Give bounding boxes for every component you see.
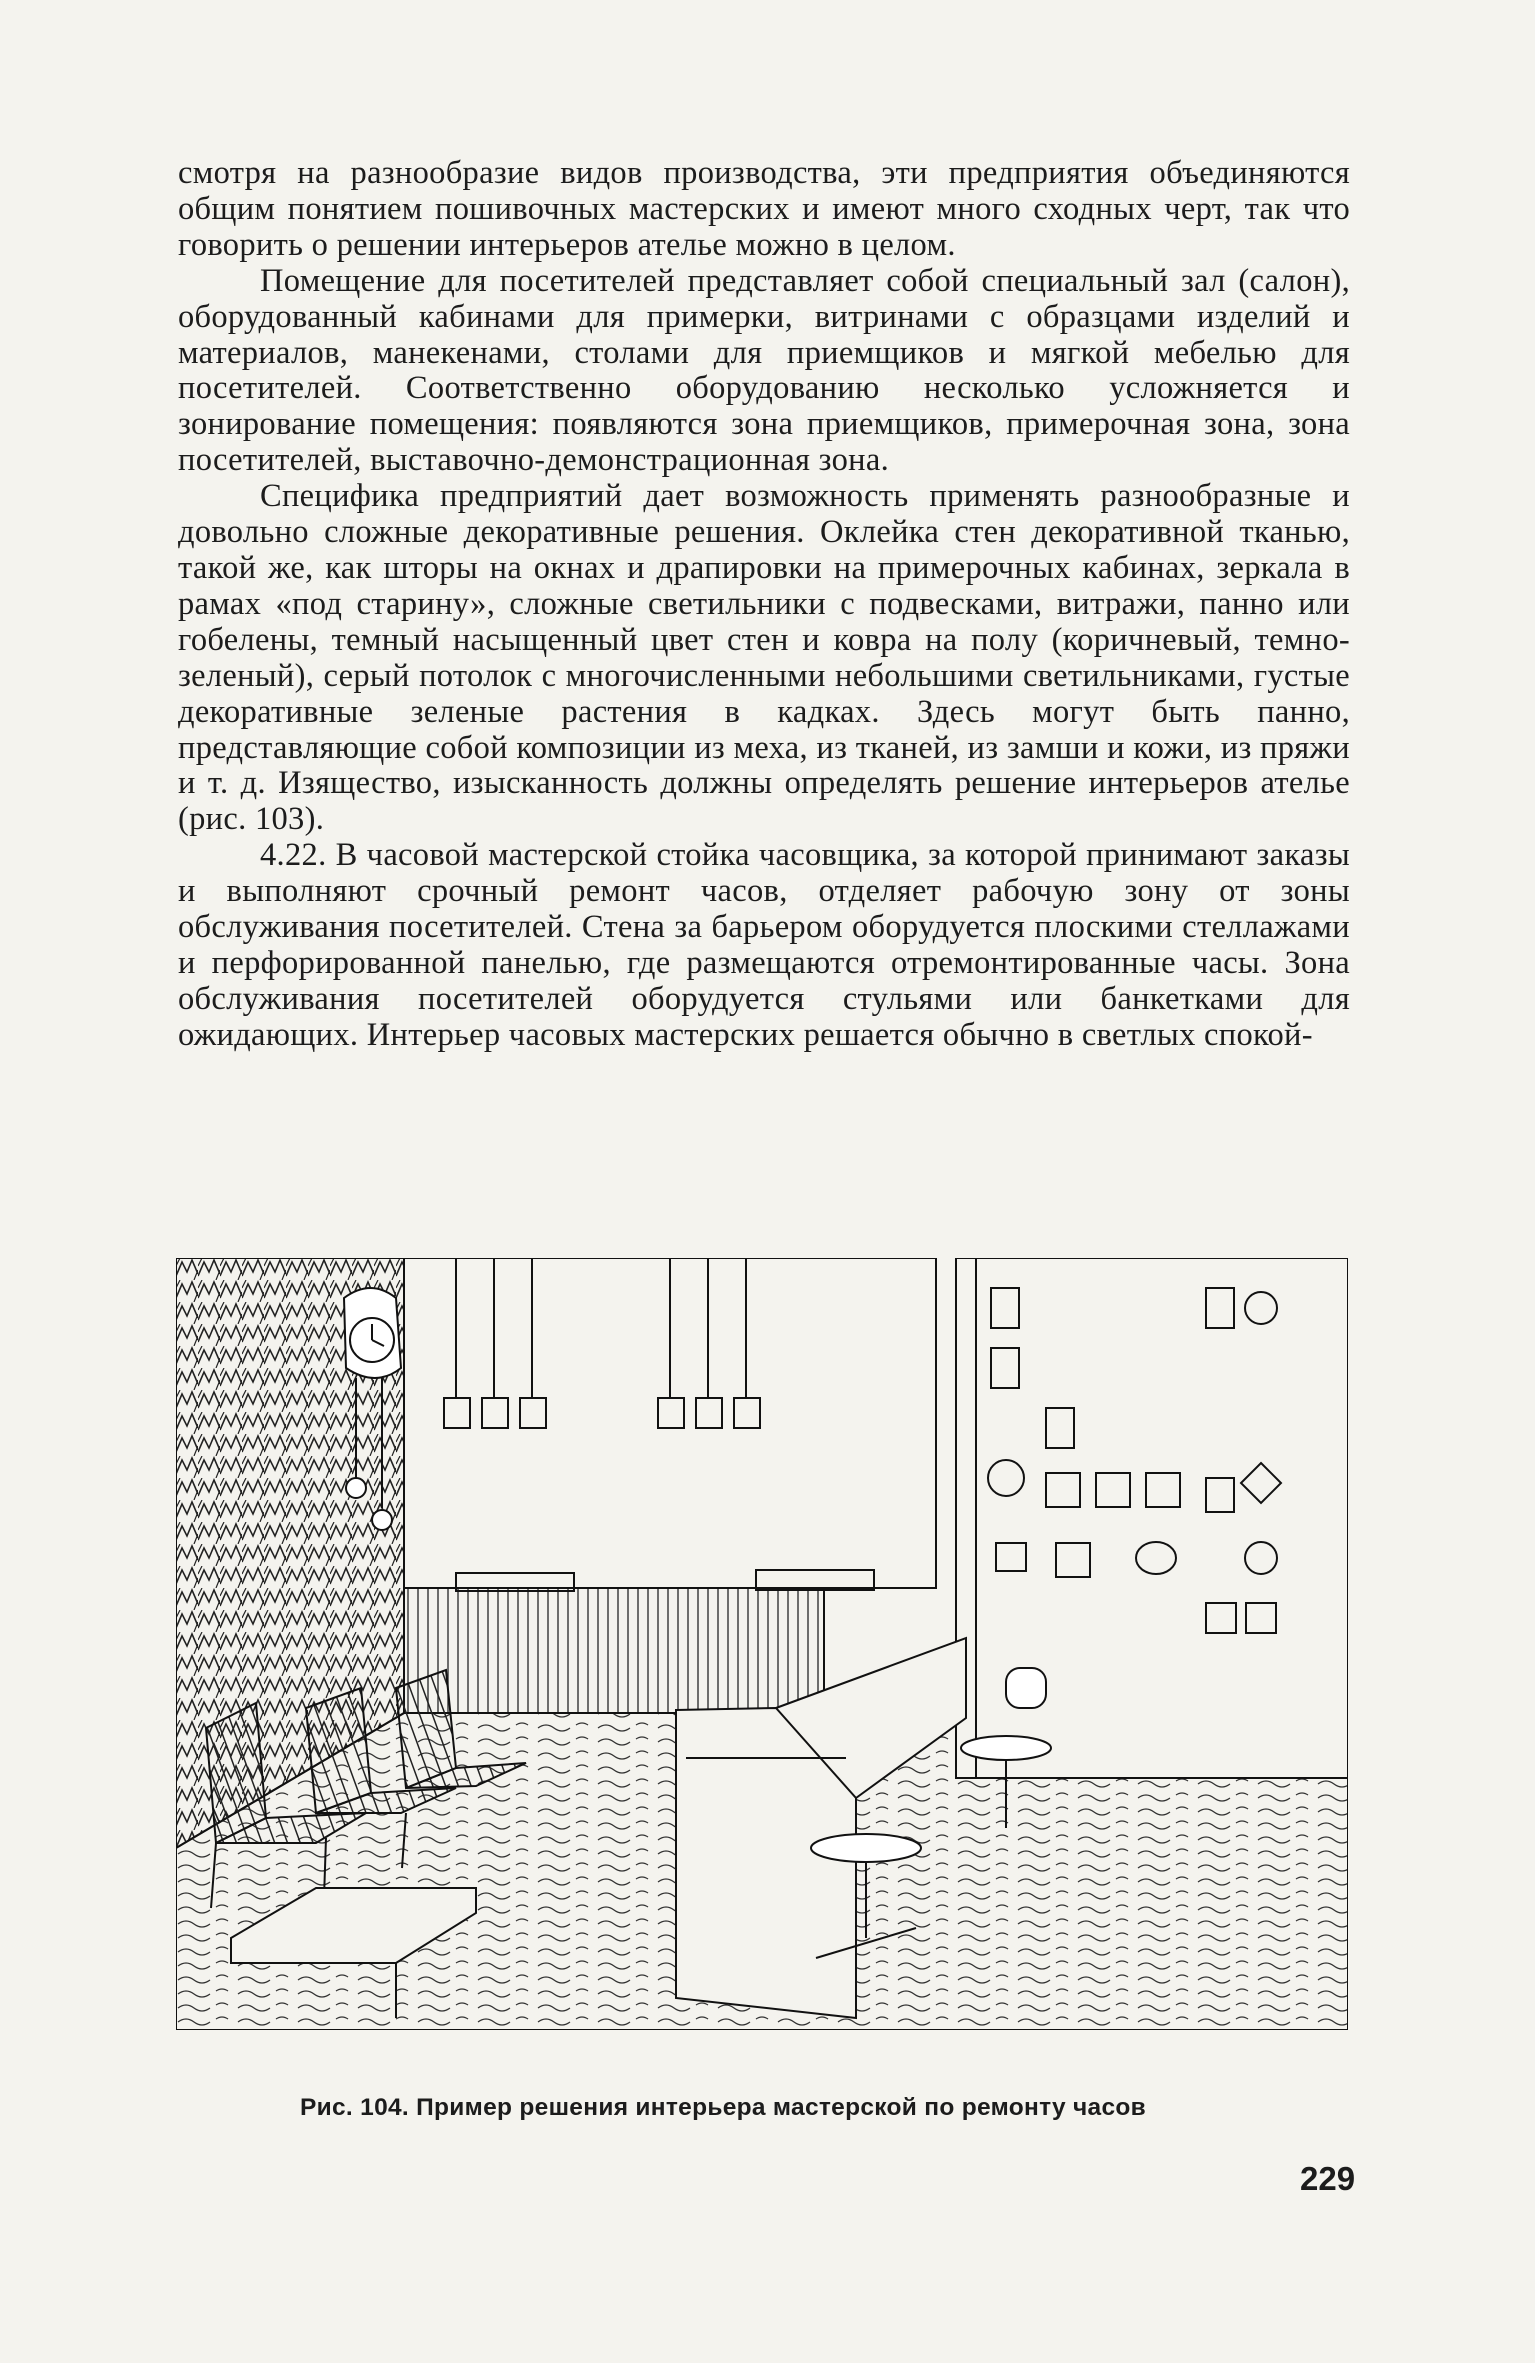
back-slat-panel: [404, 1588, 824, 1713]
interior-drawing: [176, 1258, 1348, 2030]
paragraph-4: 4.22. В часовой мастерской стойка часовщика, за которой принимают заказы и выполняют срочный ремонт часов, отделяет рабочую зону от зоны обслуживания посетителей. Стена за барьером оборудуется плоскими стеллажами и перфорированной панелью, где размещаются отремонтированные часы. Зона обслуживания посетителей оборудуется стульями или банкетками для ожидающих. Интерьер часовых мастерских решается обычно в светлых спокой-: [178, 837, 1350, 1053]
figure-caption: Рис. 104. Пример решения интерьера мастерской по ремонту часов: [300, 2094, 1147, 2121]
paragraph-2: Помещение для посетителей представляет собой специальный зал (салон), оборудованный кабинами для примерки, витринами с образцами изделий и материалов, манекенами, столами для приемщиков и мягкой мебелью для посетителей. Соответственно оборудованию несколько усложняется и зонирование помещения: появляются зона приемщиков, примерочная зона, зона посетителей, выставочно-демонстрационная зона.: [178, 262, 1350, 479]
paragraph-1: смотря на разнообразие видов производства, эти предприятия объединяются общим понятием пошивочных мастерских и имеют много сходных черт, так что говорить о решении интерьеров ателье можно в целом.: [178, 155, 1350, 263]
paragraph-3: Специфика предприятий дает возможность применять разнообразные и довольно сложные декоративные решения. Оклейка стен декоративной тканью, такой же, как шторы на окнах и драпировки на примерочных кабинах, зеркала в рамах «под старину», сложные светильники с подвесками, витражи, панно или гобелены, темный насыщенный цвет стен и ковра на полу (коричневый, темно-зеленый), серый потолок с многочисленными небольшими светильниками, густые декоративные зеленые растения в кадках. Здесь могут быть панно, представляющие собой композиции из меха, из тканей, из замши и кожи, из пряжи и т. д. Изящество, изысканность должны определять решение интерьеров ателье (рис. 103).: [178, 478, 1350, 838]
figure-illustration: [176, 1258, 1348, 2030]
body-text: [178, 156, 1350, 1054]
page-number: 229: [1300, 2160, 1356, 2197]
